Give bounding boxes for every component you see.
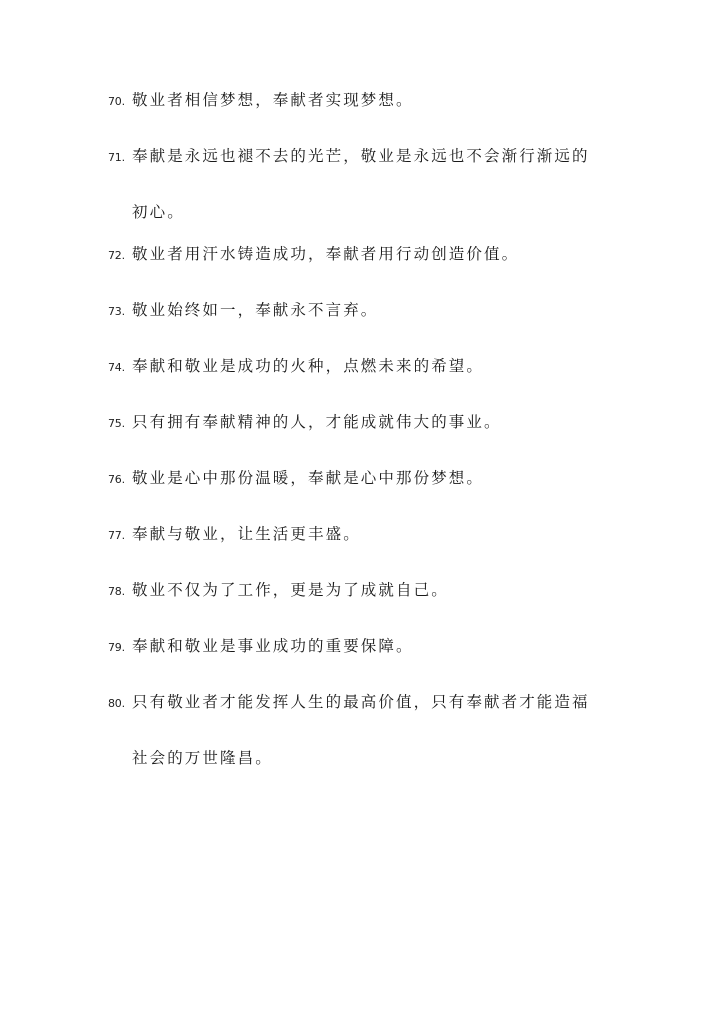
item-number: 79.	[108, 641, 125, 654]
item-number: 78.	[108, 585, 125, 598]
list-item	[108, 632, 628, 660]
item-text: 只有拥有奉献精神的人，才能成就伟大的事业。	[132, 413, 502, 431]
list-item	[108, 86, 628, 114]
item-text: 敬业者用汗水铸造成功，奉献者用行动创造价值。	[132, 245, 520, 263]
item-number: 71.	[108, 151, 125, 164]
item-text: 奉献与敬业，让生活更丰盛。	[132, 525, 361, 543]
item-text: 敬业始终如一，奉献永不言弃。	[132, 301, 379, 319]
list-item	[108, 352, 628, 380]
list-item	[108, 520, 628, 548]
item-number: 80.	[108, 697, 125, 710]
item-number: 75.	[108, 417, 125, 430]
item-text: 奉献是永远也褪不去的光芒，敬业是永远也不会渐行渐远的	[132, 147, 590, 165]
list-item	[108, 142, 628, 226]
item-text: 奉献和敬业是事业成功的重要保障。	[132, 637, 414, 655]
item-number: 72.	[108, 249, 125, 262]
list-item	[108, 240, 628, 268]
list-item	[108, 296, 628, 324]
item-text: 敬业者相信梦想，奉献者实现梦想。	[132, 91, 414, 109]
list-item	[108, 688, 628, 772]
item-text: 奉献和敬业是成功的火种，点燃未来的希望。	[132, 357, 485, 375]
list-item	[108, 576, 628, 604]
item-text: 敬业是心中那份温暖，奉献是心中那份梦想。	[132, 469, 485, 487]
list-item	[108, 408, 628, 436]
item-text: 敬业不仅为了工作，更是为了成就自己。	[132, 581, 449, 599]
item-number: 77.	[108, 529, 125, 542]
item-number: 73.	[108, 305, 125, 318]
item-number: 74.	[108, 361, 125, 374]
item-number: 76.	[108, 473, 125, 486]
item-text-continuation: 初心。	[132, 203, 185, 221]
item-text: 只有敬业者才能发挥人生的最高价值，只有奉献者才能造福	[132, 693, 590, 711]
item-number: 70.	[108, 95, 125, 108]
item-text-continuation: 社会的万世隆昌。	[132, 749, 273, 767]
list-item	[108, 464, 628, 492]
